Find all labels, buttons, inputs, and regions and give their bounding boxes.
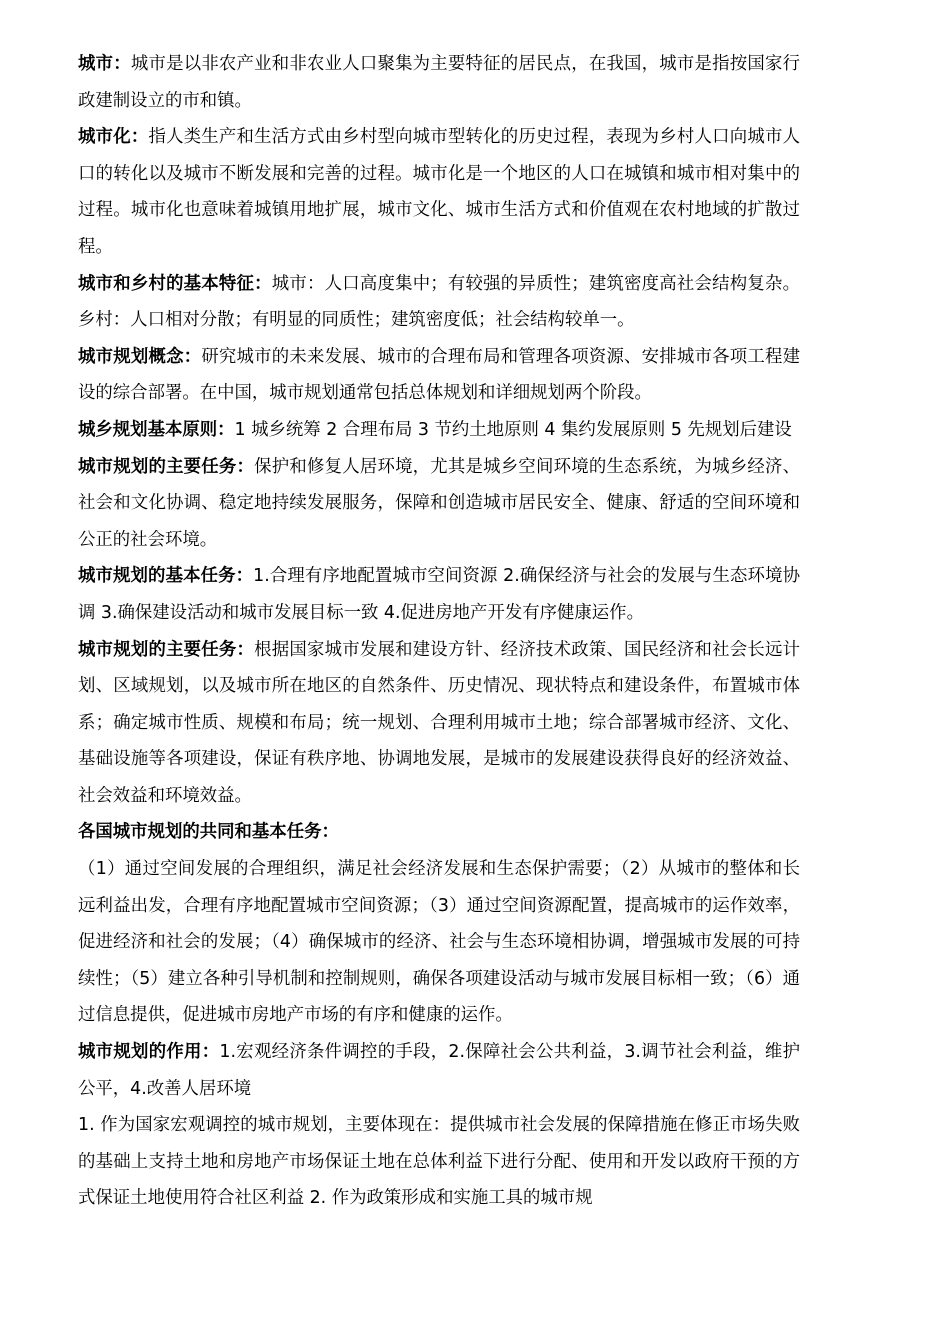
term-heading: 城市规划的主要任务 [78, 456, 237, 477]
term-heading: 城市 [78, 54, 114, 74]
paragraph-basic-tasks [78, 558, 800, 631]
document-page [78, 46, 800, 1217]
paragraph-roles-detail [78, 1107, 800, 1217]
paragraph-text: 1.合理有序地配置城市空间资源 2.确保经济与社会的发展与生态环境协调 3.确保建设活动和城市发展目标一致 4.促进房地产开发有序健康运作。 [78, 566, 800, 623]
term-separator: ： [183, 346, 202, 367]
term-separator: ： [254, 273, 272, 294]
paragraph-text: 指人类生产和生活方式由乡村型向城市型转化的历史过程，表现为乡村人口向城市人口的转化以及城市不断发展和完善的过程。城市化是一个地区的人口在城镇和城市相对集中的过程。城市化也意味着城镇用地扩展，城市文化、城市生活方式和价值观在农村地域的扩散过程。 [78, 127, 800, 257]
term-separator: ： [201, 1042, 220, 1063]
paragraph-text: 1. 作为国家宏观调控的城市规划，主要体现在：提供城市社会发展的保障措施在修正市场失败的基础上支持土地和房地产市场保证土地在总体利益下进行分配、使用和开发以政府干预的方式保证土地使用符合社区利益 2. 作为政策形成和实施工具的城市规 [78, 1115, 800, 1209]
paragraph-main-tasks-2 [78, 632, 800, 815]
paragraph-city-rural-features [78, 266, 800, 339]
term-separator: ： [236, 456, 255, 477]
paragraph-text: 研究城市的未来发展、城市的合理布局和管理各项资源、安排城市各项工程建设的综合部署。在中国，城市规划通常包括总体规划和详细规划两个阶段。 [78, 346, 800, 404]
term-separator: ： [236, 639, 255, 660]
term-heading: 城市和乡村的基本特征 [78, 273, 255, 294]
term-separator: ： [217, 419, 235, 440]
paragraph-city [78, 46, 800, 119]
term-heading: 城市化 [78, 127, 131, 148]
paragraph-planning-concept [78, 339, 800, 412]
term-heading: 各国城市规划的共同和基本任务 [78, 822, 322, 843]
term-separator: ： [113, 54, 131, 74]
term-heading: 城市规划的基本任务 [78, 566, 236, 587]
term-separator: ： [130, 127, 149, 148]
paragraph-text: 城市是以非农产业和非农业人口聚集为主要特征的居民点，在我国，城市是指按国家行政建制设立的市和镇。 [78, 54, 800, 111]
paragraph-text: 保护和修复人居环境，尤其是城乡空间环境的生态系统，为城乡经济、社会和文化协调、稳定地持续发展服务，保障和创造城市居民安全、健康、舒适的空间环境和公正的社会环境。 [78, 456, 800, 550]
term-heading: 城乡规划基本原则 [78, 419, 218, 440]
paragraph-text: 根据国家城市发展和建设方针、经济技术政策、国民经济和社会长远计划、区域规划，以及城市所在地区的自然条件、历史情况、现状特点和建设条件，布置城市体系；确定城市性质、规模和布局；统一规划、合理利用城市土地；综合部署城市经济、文化、基础设施等各项建设，保证有秩序地、协调地发展，是城市的发展建设获得良好的经济效益、社会效益和环境效益。 [78, 639, 800, 806]
term-separator: ： [321, 822, 339, 843]
paragraph-text: 城市：人口高度集中；有较强的异质性；建筑密度高社会结构复杂。乡村：人口相对分散；有明显的同质性；建筑密度低；社会结构较单一。 [78, 273, 800, 331]
paragraph-common-tasks-heading [78, 814, 800, 851]
paragraph-text: 1 城乡统筹 2 合理布局 3 节约土地原则 4 集约发展原则 5 先规划后建设 [234, 419, 792, 440]
term-heading: 城市规划概念 [78, 346, 184, 367]
paragraph-planning-principles [78, 412, 800, 449]
paragraph-text: 1.宏观经济条件调控的手段，2.保障社会公共利益，3.调节社会利益，维护公平，4.改善人居环境 [78, 1042, 800, 1099]
term-separator: ： [235, 566, 254, 587]
paragraph-urbanization [78, 119, 800, 265]
paragraph-text: （1）通过空间发展的合理组织，满足社会经济发展和生态保护需要；（2）从城市的整体和长远利益出发，合理有序地配置城市空间资源；（3）通过空间资源配置，提高城市的运作效率，促进经济和社会的发展；（4）确保城市的经济、社会与生态环境相协调，增强城市发展的可持续性；（5）建立各种引导机制和控制规则，确保各项建设活动与城市发展目标相一致；（6）通过信息提供，促进城市房地产市场的有序和健康的运作。 [78, 859, 800, 1026]
paragraph-planning-roles [78, 1034, 800, 1107]
term-heading: 城市规划的主要任务 [78, 639, 237, 660]
paragraph-common-tasks-list [78, 851, 800, 1034]
term-heading: 城市规划的作用 [78, 1042, 202, 1063]
paragraph-main-tasks-1 [78, 449, 800, 559]
